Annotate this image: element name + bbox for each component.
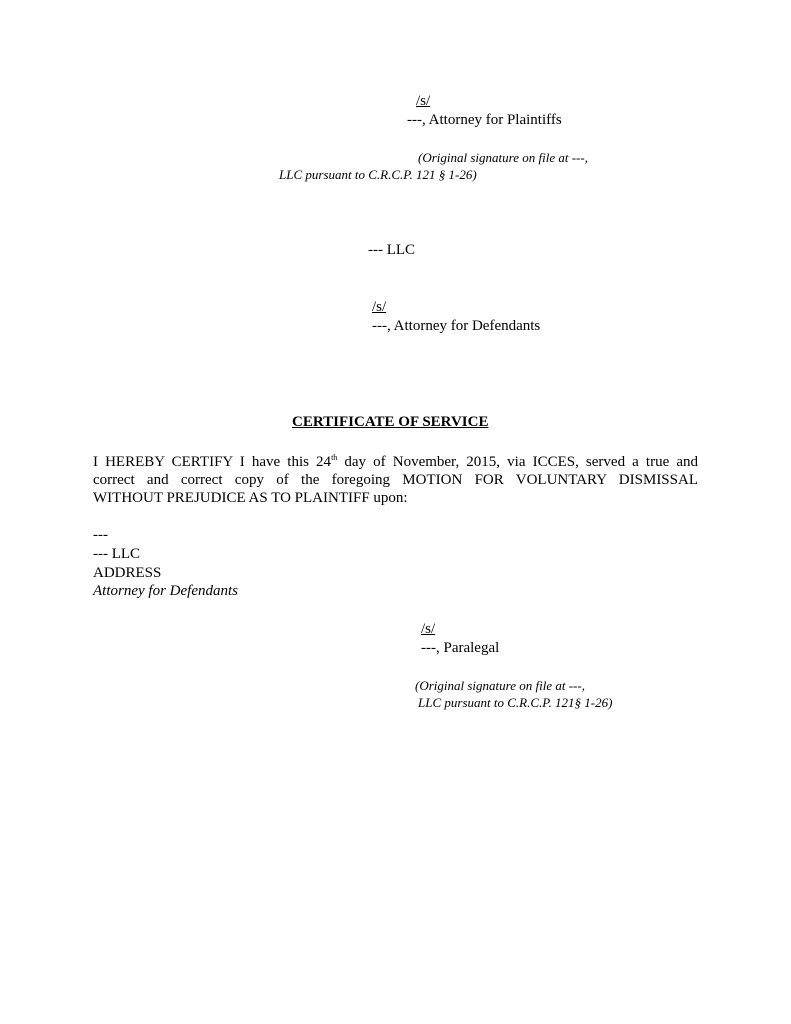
paralegal-signature-container [421,622,478,637]
recipient-firm: --- LLC [93,546,141,562]
defendants-firm: --- LLC [368,242,416,258]
defendants-signature: /s/ [372,299,387,315]
paralegal-signature: /s/ [421,621,436,637]
plaintiffs-signature-note-2: LLC pursuant to C.R.C.P. 121 § 1-26) [279,167,477,182]
certificate-line-2: correct and correct copy of the foregoing MOTION FOR VOLUNTARY DISMISSAL [93,472,698,488]
certificate-paragraph [93,453,698,507]
certificate-line-1-b: day of November, 2015, via ICCES, served a true and [337,454,699,470]
recipient-role: Attorney for Defendants [93,583,238,599]
paralegal-signature-note-2: LLC pursuant to C.R.C.P. 121§ 1-26) [418,695,613,710]
recipient-address: ADDRESS [93,565,162,581]
recipient-name: --- [93,527,108,543]
certificate-line-3: WITHOUT PREJUDICE AS TO PLAINTIFF upon: [93,490,408,506]
plaintiffs-attorney-line: ---, Attorney for Plaintiffs [407,112,562,128]
paralegal-signature-note-1: (Original signature on file at ---, [415,678,585,693]
defendants-attorney-line: ---, Attorney for Defendants [372,318,541,334]
certificate-heading: CERTIFICATE OF SERVICE [292,414,489,430]
certificate-line-1 [93,453,698,471]
paralegal-title-line: ---, Paralegal [421,640,500,656]
defendants-signature-container [372,300,512,315]
certificate-ordinal-suffix: th [331,453,338,462]
certificate-line-1-a: I HEREBY CERTIFY I have this 24 [93,454,332,470]
plaintiffs-signature-note-1: (Original signature on file at ---, [418,150,588,165]
plaintiffs-signature: /s/ [416,93,431,109]
